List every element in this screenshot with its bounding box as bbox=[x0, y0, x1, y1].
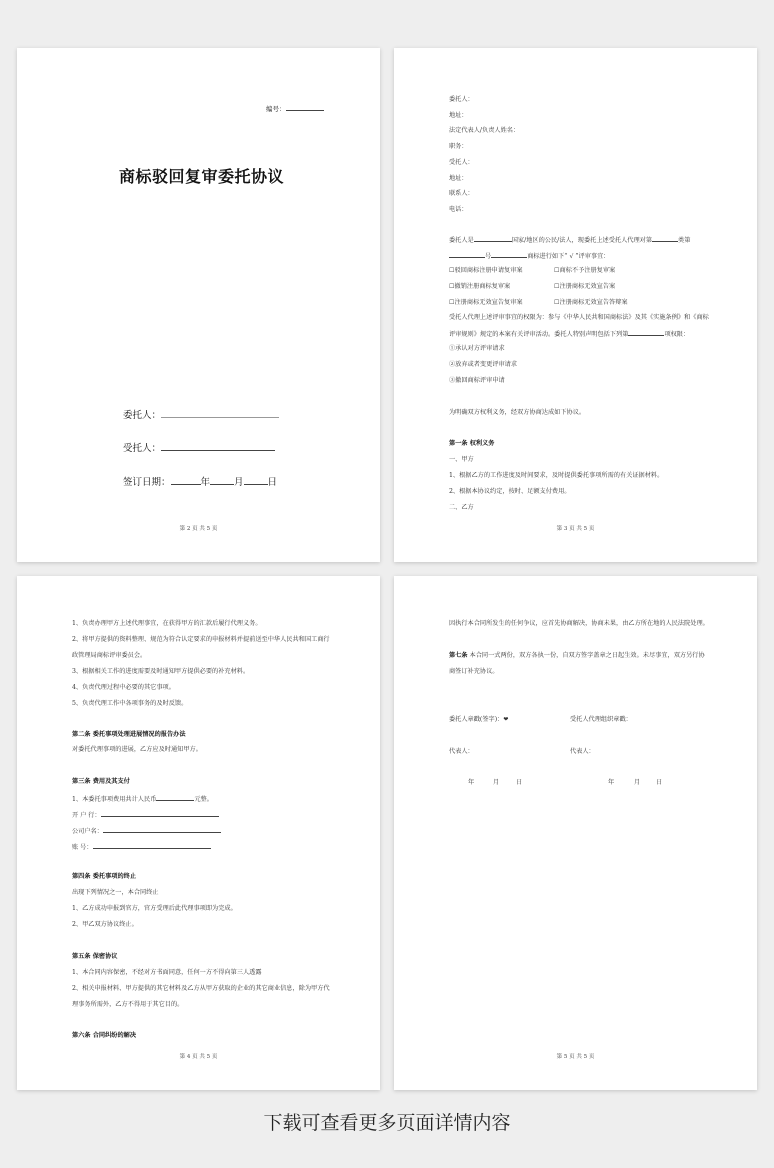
document-title: 商标驳回复审委托协议 bbox=[119, 167, 285, 186]
party-info-block bbox=[449, 92, 519, 218]
article-heading: 第七条 bbox=[449, 652, 468, 659]
account-name-line bbox=[103, 826, 221, 833]
page-number: 第 2 页 共 5 页 bbox=[179, 526, 218, 532]
fee-line bbox=[72, 794, 213, 804]
clause-text: 4、负责代理过程中必要的其它事项。 bbox=[72, 684, 175, 691]
account-line bbox=[93, 842, 211, 849]
option-checkbox: ☐注册商标无效宣告案 bbox=[554, 283, 616, 290]
scope-line-2 bbox=[449, 329, 689, 339]
clause-text: 政管理局商标评审委员会。 bbox=[72, 652, 147, 659]
agent-row bbox=[123, 440, 275, 454]
doc-number bbox=[266, 104, 324, 113]
month-label: 月 bbox=[634, 779, 641, 786]
article-heading: 第五条 保密协议 bbox=[72, 953, 118, 960]
bank-row bbox=[72, 810, 219, 820]
account-name-row bbox=[72, 826, 221, 836]
power-item: ①承认对方评审请求 bbox=[449, 345, 505, 352]
agent-line bbox=[161, 444, 275, 451]
clause-text: 商签订补充协议。 bbox=[449, 668, 499, 675]
scope-text: 评审规则》规定的本案有关评审活动。委托人特别声明包括下列第 bbox=[449, 331, 629, 338]
powers-line bbox=[628, 329, 664, 336]
header-line: 委托人： bbox=[449, 96, 474, 103]
article7-line-1 bbox=[449, 652, 705, 660]
class-line bbox=[652, 235, 678, 242]
option-checkbox: ☐注册商标无效宣告复审案 bbox=[449, 299, 523, 306]
header-line: 地址： bbox=[449, 174, 468, 182]
download-caption: 下载可查看更多页面详情内容 bbox=[263, 1112, 511, 1134]
month-label: 月 bbox=[493, 779, 500, 786]
intro-line-1 bbox=[449, 235, 690, 245]
account-row bbox=[72, 842, 211, 852]
party-a-heading: 一、甲方 bbox=[449, 456, 474, 463]
page-5 bbox=[394, 576, 757, 1090]
clause-text: 2、相关申报材料、甲方提供的其它材料及乙方从甲方获取的企业的其它商业信息，除为甲方代 bbox=[72, 985, 330, 992]
clause-text: 3、根据相关工作的进度需要及时通知甲方提供必要的补充材料。 bbox=[72, 668, 250, 675]
option-checkbox: ☐商标不予注册复审案 bbox=[554, 267, 616, 274]
fee-text: 元整。 bbox=[194, 796, 213, 803]
purpose-text: 为明确双方权利义务，经双方协商达成如下协议。 bbox=[449, 409, 586, 416]
article-heading: 第四条 委托事项的终止 bbox=[72, 873, 137, 880]
clause-text: 本合同一式两份，双方各执一份，自双方签字盖章之日起生效。未尽事宜，双方另行协 bbox=[469, 652, 705, 659]
intro-text: 国家/地区的公民/法人，现委托上述受托人代理对第 bbox=[511, 237, 653, 244]
client-seal-label: 委托人章戳(签字)： bbox=[449, 716, 504, 723]
clause-text: 1、根据乙方的工作进度及时间要求，及时提供委托事项所需的有关证据材料。 bbox=[449, 472, 664, 479]
party-b-heading: 二、乙方 bbox=[449, 504, 474, 511]
sign-date-row bbox=[123, 474, 277, 488]
article-heading: 第三条 费用及其支付 bbox=[72, 778, 130, 785]
fee-text: 1、本委托事项费用共计人民币 bbox=[72, 796, 157, 803]
header-line: 联系人： bbox=[449, 190, 474, 198]
client-rep-label: 代表人： bbox=[449, 748, 474, 755]
intro-line-2 bbox=[449, 251, 609, 261]
account-label: 账 号： bbox=[72, 844, 93, 851]
client-seal bbox=[449, 716, 508, 724]
agent-label: 受托人： bbox=[123, 443, 162, 454]
power-item: ②放弃或者变更评审请求 bbox=[449, 361, 518, 368]
day-label: 日 bbox=[516, 779, 523, 786]
page-number: 第 4 页 共 5 页 bbox=[179, 1054, 218, 1060]
power-item: ③撤回商标评审申请 bbox=[449, 377, 505, 384]
client-label: 委托人： bbox=[123, 410, 162, 421]
year-label: 年 bbox=[200, 477, 211, 488]
day-label: 日 bbox=[656, 779, 663, 786]
fee-amount-line bbox=[156, 794, 194, 801]
mark-no-line bbox=[449, 251, 485, 258]
day-line bbox=[244, 478, 268, 485]
clause-text: 2、将甲方提供的资料整理、规范为符合认定要求的申报材料并提前送至中华人民共和国工商行 bbox=[72, 636, 330, 643]
heart-icon: ❤ bbox=[503, 716, 509, 723]
clause-text: 1、本合同内容保密，不经对方书面同意，任何一方不得向第三人透露 bbox=[72, 969, 262, 976]
doc-number-line bbox=[286, 104, 324, 111]
clause-text: 2、甲乙双方协议终止。 bbox=[72, 921, 138, 928]
option-checkbox: ☐撤销注册商标复审案 bbox=[449, 283, 511, 290]
year-label: 年 bbox=[608, 779, 615, 786]
option-checkbox: ☐驳回商标注册申请复审案 bbox=[449, 267, 523, 274]
bank-line bbox=[101, 810, 219, 817]
intro-text: 类第 bbox=[678, 237, 691, 244]
clause-text: 理事务所需外，乙方不得用于其它目的。 bbox=[72, 1001, 184, 1008]
clause-text: 5、负责代理工作中各项事务的及时反馈。 bbox=[72, 700, 188, 707]
client-row bbox=[123, 407, 279, 421]
header-line: 地址： bbox=[449, 111, 468, 119]
month-line bbox=[210, 478, 234, 485]
page-3 bbox=[394, 48, 757, 562]
clause-text: 因执行本合同所发生的任何争议，应首先协商解决，协商未果，由乙方所在地的人民法院处理。 bbox=[449, 620, 709, 627]
clause-text: 1、负责办理甲方上述代理事宜，在获得甲方的汇款后履行代理义务。 bbox=[72, 620, 262, 627]
article-heading: 第二条 委托事项处理进展情况的报告办法 bbox=[72, 731, 186, 738]
year-line bbox=[171, 478, 201, 485]
year-label: 年 bbox=[468, 779, 475, 786]
page-cover bbox=[17, 48, 380, 562]
option-checkbox: ☐注册商标无效宣告答辩案 bbox=[554, 299, 628, 306]
header-line: 电话： bbox=[449, 205, 468, 213]
header-line: 受托人： bbox=[449, 158, 474, 166]
agent-seal-label: 受托人代理组织章戳： bbox=[570, 716, 632, 723]
intro-text: 商标进行如下“ √ ”评审事宜： bbox=[527, 253, 610, 260]
intro-text: 号 bbox=[485, 253, 492, 260]
clause-text: 2、根据本协议约定，按时、足额支付费用。 bbox=[449, 488, 571, 495]
mark-name-line bbox=[491, 251, 527, 258]
account-name-label: 公司户名： bbox=[72, 828, 103, 835]
clause-text: 对委托代理事项的进展，乙方应及时通知甲方。 bbox=[72, 746, 202, 753]
article-heading: 第一条 权利义务 bbox=[449, 440, 495, 447]
clause-text: 1、乙方成功申报到官方，官方受理后此代理事项即为完成。 bbox=[72, 905, 237, 912]
agent-rep-label: 代表人： bbox=[570, 748, 595, 755]
day-label: 日 bbox=[267, 477, 278, 488]
scope-text: 受托人代理上述评审事宜的权限为：参与《中华人民共和国商标法》及其《实施条例》和《商标 bbox=[449, 314, 709, 321]
page-number: 第 5 页 共 5 页 bbox=[556, 1054, 595, 1060]
sign-date-label: 签订日期： bbox=[123, 477, 171, 488]
scope-text: 项权限： bbox=[664, 331, 690, 338]
client-line bbox=[161, 411, 279, 418]
doc-number-label: 编号： bbox=[266, 105, 286, 113]
header-line: 法定代表人/负责人姓名： bbox=[449, 127, 520, 135]
intro-text: 委托人是 bbox=[449, 237, 474, 244]
page-4 bbox=[17, 576, 380, 1090]
header-line: 职务： bbox=[449, 143, 468, 151]
month-label: 月 bbox=[234, 477, 244, 488]
country-line bbox=[474, 235, 512, 242]
article-heading: 第六条 合同纠纷的解决 bbox=[72, 1032, 137, 1039]
page-number: 第 3 页 共 5 页 bbox=[556, 526, 595, 532]
bank-label: 开 户 行： bbox=[72, 812, 101, 819]
clause-text: 出现下列情况之一，本合同终止 bbox=[72, 889, 159, 896]
